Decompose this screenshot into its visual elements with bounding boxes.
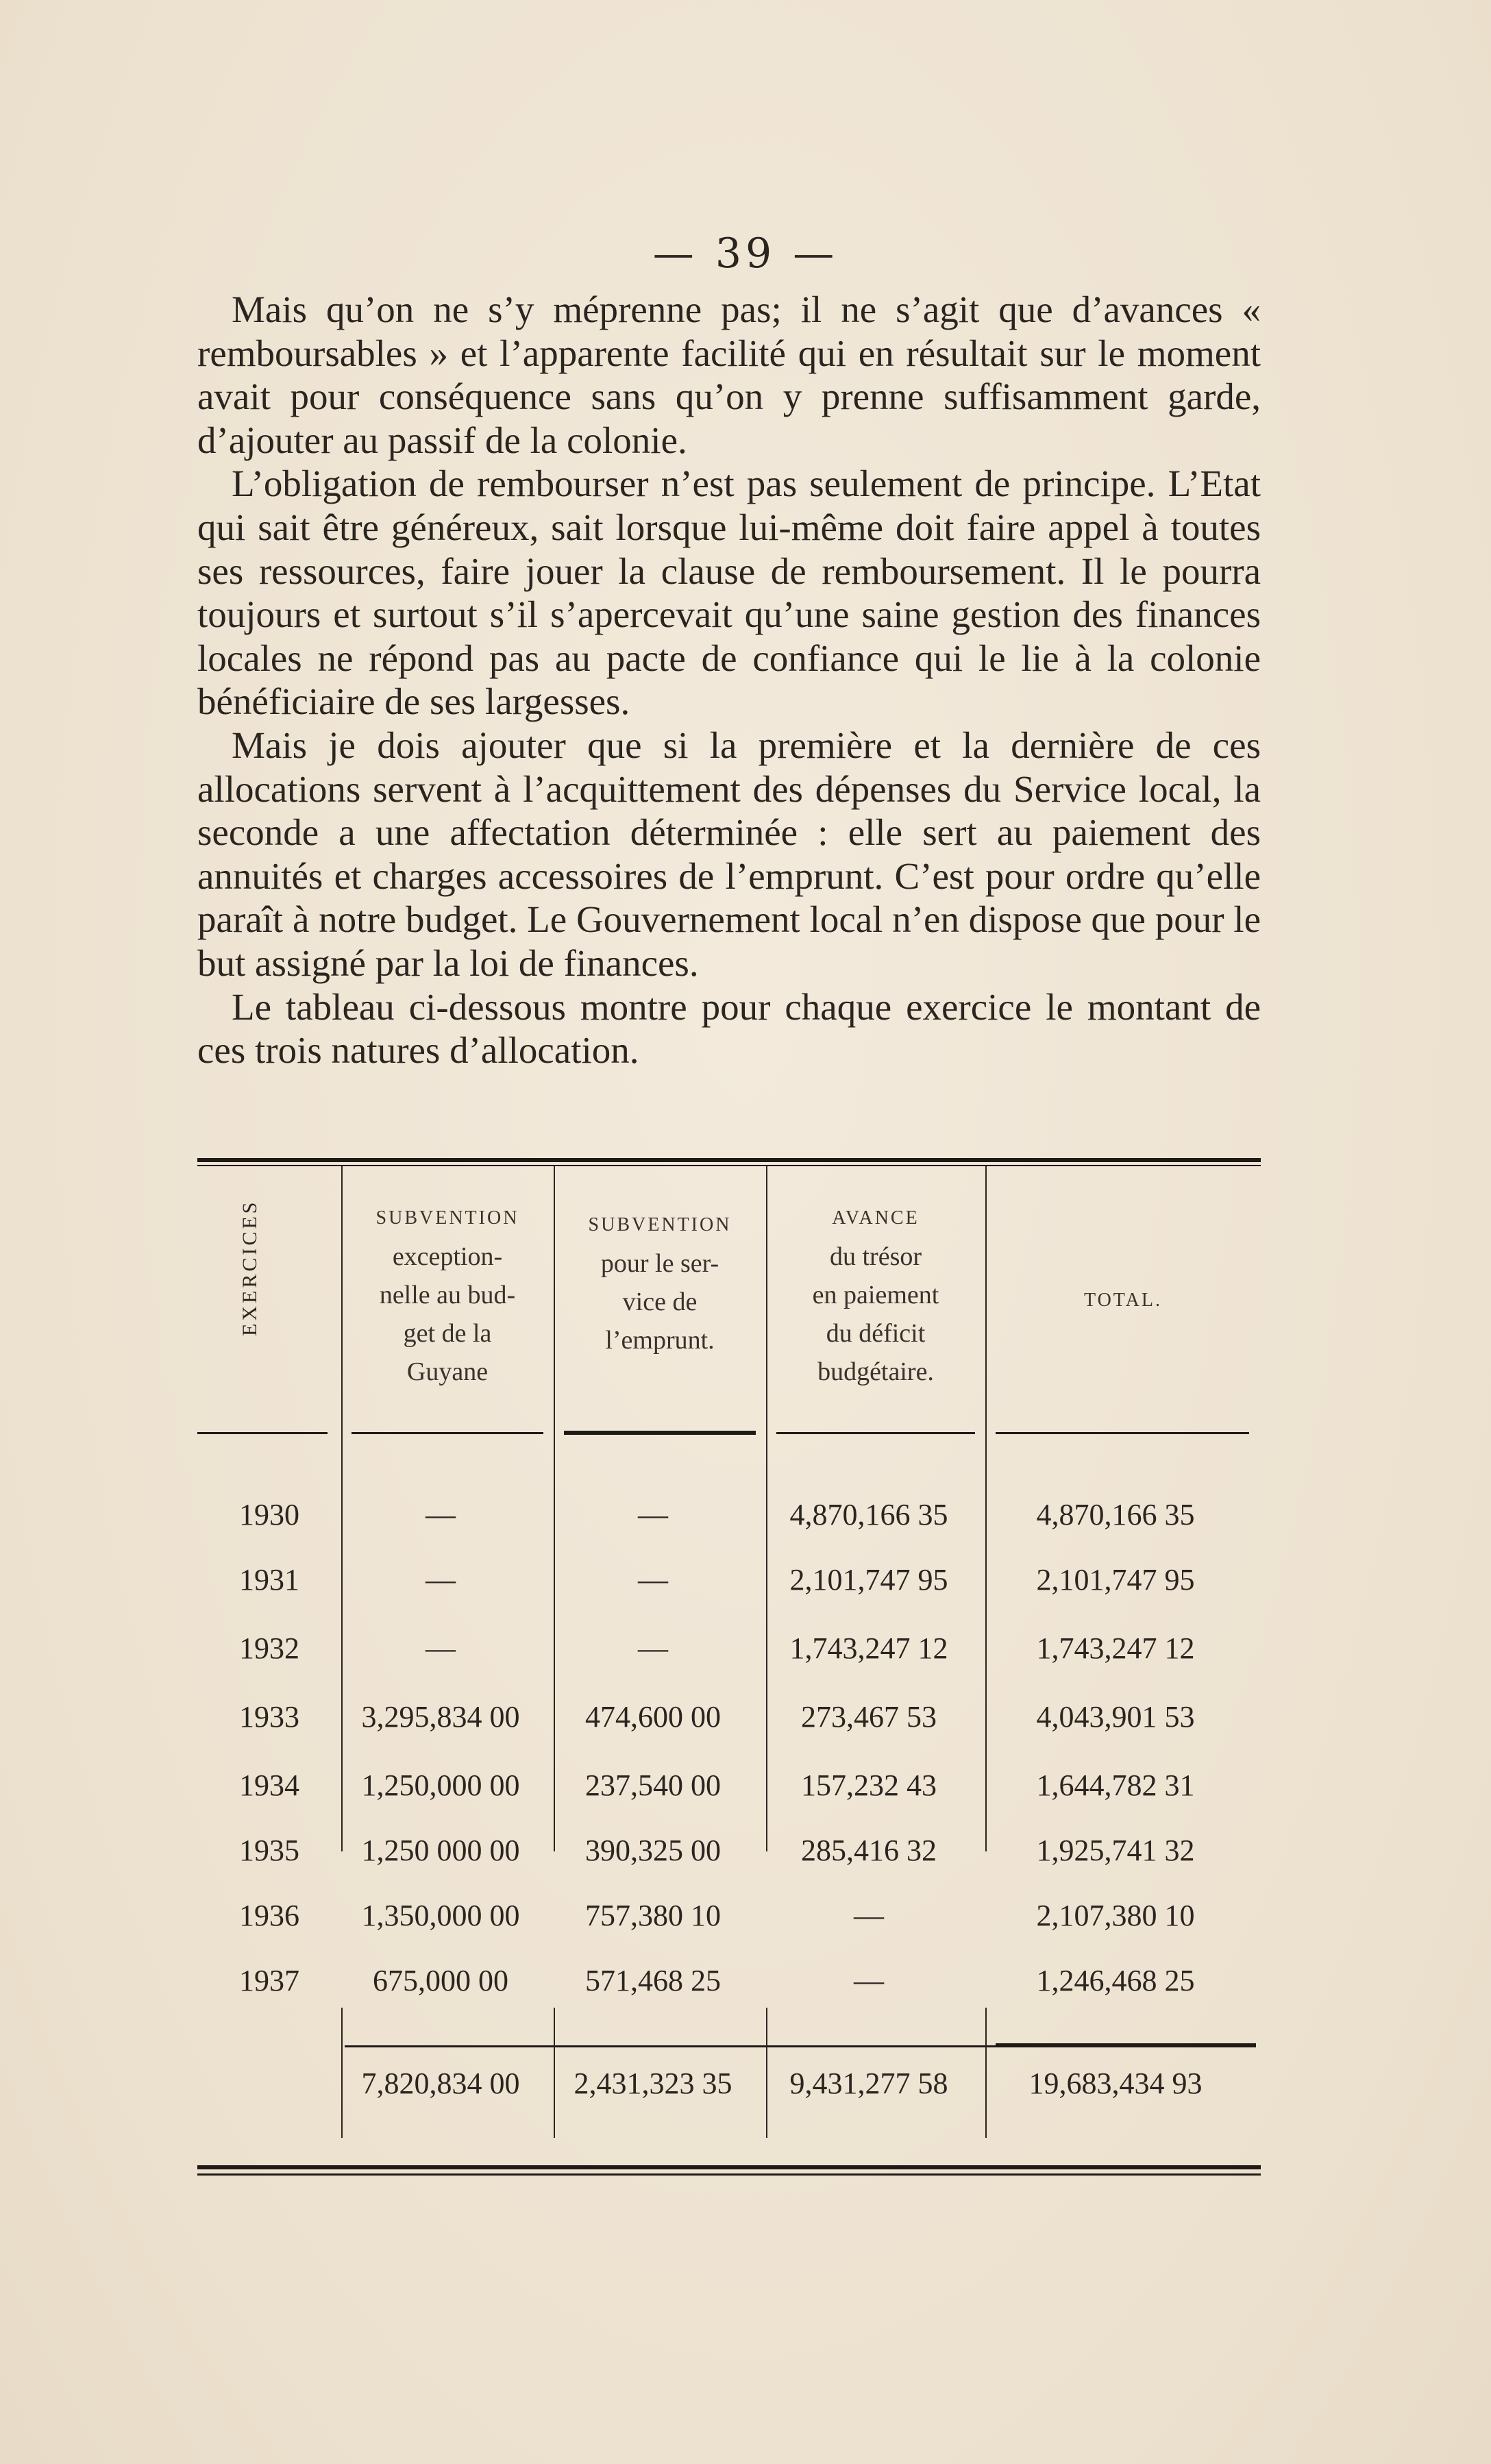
cell-subvention-exceptionnelle: —	[426, 1631, 456, 1665]
cell-subvention-emprunt: —	[638, 1563, 668, 1597]
cell-subvention-exceptionnelle: —	[426, 1563, 456, 1597]
cell-total: 1,246,468 25	[1036, 1964, 1195, 1997]
header-line: get de la	[403, 1319, 492, 1348]
page-number: — 39 —	[652, 230, 839, 278]
cell-year: 1933	[239, 1700, 299, 1734]
cell-total: 2,101,747 95	[1036, 1563, 1195, 1597]
cell-avance: 285,416 32	[801, 1834, 937, 1867]
cell-subvention-exceptionnelle: —	[426, 1498, 456, 1531]
cell-subvention-emprunt: 390,325 00	[585, 1834, 721, 1867]
cell-avance: 157,232 43	[801, 1769, 937, 1802]
header-avance	[766, 1199, 985, 1391]
header-line: vice de	[622, 1288, 698, 1316]
total-subvention-emprunt: 2,431,323 35	[574, 2067, 732, 2100]
paragraph: Le tableau ci-dessous montre pour chaque exercice le montant de ces trois natures d’allocation.	[197, 985, 1261, 1072]
total-subvention-exceptionnelle: 7,820,834 00	[361, 2067, 520, 2100]
header-line: en paiement	[812, 1281, 939, 1309]
paragraph: Mais qu’on ne s’y méprenne pas; il ne s’agit que d’avances « remboursables » et l’apparente facilité qui en résultait sur le moment avait pour conséquence sans qu’on y prenne suffisamment garde, d’ajouter au passif de la colonie.	[197, 288, 1261, 461]
paragraph: Mais je dois ajouter que si la première et la dernière de ces allocations servent à l’acquittement des dépenses du Service local, la seconde a une affectation déterminée : elle sert au paiement des annuités et charges accessoires de l’emprunt. C’est pour ordre qu’elle paraît à notre budget. Le Gouvernement local n’en dispose que pour le but assigné par la loi de finances.	[197, 724, 1261, 984]
cell-subvention-emprunt: 474,600 00	[585, 1700, 721, 1734]
cell-total: 1,644,782 31	[1036, 1769, 1195, 1802]
body-text	[197, 288, 1261, 1072]
cell-subvention-emprunt: 237,540 00	[585, 1769, 721, 1802]
cell-avance: 1,743,247 12	[789, 1631, 948, 1665]
header-line: nelle au bud-	[379, 1281, 516, 1309]
header-line: pour le ser-	[600, 1249, 719, 1278]
cell-avance: 273,467 53	[801, 1700, 937, 1734]
header-line: Guyane	[406, 1357, 489, 1386]
cell-year: 1937	[239, 1964, 299, 1997]
cell-subvention-exceptionnelle: 3,295,834 00	[361, 1700, 520, 1734]
cell-subvention-exceptionnelle: 1,250,000 00	[361, 1769, 520, 1802]
allocation-table	[197, 1158, 1261, 2008]
cell-avance: —	[854, 1899, 884, 1932]
cell-year: 1932	[239, 1631, 299, 1665]
cell-subvention-exceptionnelle: 1,250 000 00	[361, 1834, 520, 1867]
cell-subvention-emprunt: —	[638, 1631, 668, 1665]
cell-year: 1936	[239, 1899, 299, 1932]
cell-subvention-emprunt: —	[638, 1498, 668, 1531]
table-bottom-rule	[197, 2165, 1261, 2169]
grand-total: 19,683,434 93	[1028, 2067, 1203, 2100]
header-rule	[996, 1432, 1249, 1434]
header-rule	[197, 1432, 328, 1434]
cell-total: 1,743,247 12	[1036, 1631, 1195, 1665]
header-line: du trésor	[829, 1242, 922, 1271]
cell-total: 2,107,380 10	[1036, 1899, 1195, 1932]
cell-avance: 4,870,166 35	[789, 1498, 948, 1531]
header-exercices: EXERCICES	[238, 1199, 261, 1336]
table-top-rule-thin	[197, 1165, 1261, 1166]
cell-subvention-emprunt: 571,468 25	[585, 1964, 721, 1997]
header-total	[985, 1281, 1261, 1320]
header-line: du déficit	[826, 1319, 926, 1348]
header-title: AVANCE	[832, 1207, 920, 1229]
cell-year: 1930	[239, 1498, 299, 1531]
header-subvention-emprunt	[554, 1206, 766, 1359]
cell-total: 1,925,741 32	[1036, 1834, 1195, 1867]
cell-total: 4,870,166 35	[1036, 1498, 1195, 1531]
table-top-rule	[197, 1158, 1261, 1162]
header-line: l’emprunt.	[605, 1326, 715, 1355]
header-title: SUBVENTION	[375, 1207, 519, 1229]
table-bottom-rule-thin	[197, 2173, 1261, 2176]
total-avance: 9,431,277 58	[789, 2067, 948, 2100]
cell-year: 1934	[239, 1769, 299, 1802]
header-line: exception-	[392, 1242, 503, 1271]
header-rule	[776, 1432, 975, 1434]
cell-total: 4,043,901 53	[1036, 1700, 1195, 1734]
cell-subvention-exceptionnelle: 1,350,000 00	[361, 1899, 520, 1932]
header-rule	[564, 1431, 756, 1435]
cell-subvention-exceptionnelle: 675,000 00	[373, 1964, 508, 1997]
cell-year: 1931	[239, 1563, 299, 1597]
header-subvention-exceptionnelle	[341, 1199, 554, 1391]
paragraph: L’obligation de rembourser n’est pas seulement de principe. L’Etat qui sait être généreux, sait lorsque lui-même doit faire appel à toutes ses ressources, faire jouer la clause de remboursement. Il le pourra toujours et surtout s’il s’apercevait qu’une saine gestion des finances locales ne répond pas au pacte de confiance qui le lie à la colonie bénéficiaire de ses largesses.	[197, 463, 1261, 723]
totals-rule-bold	[996, 2043, 1256, 2047]
header-title: SUBVENTION	[588, 1214, 732, 1235]
totals-section	[197, 2008, 1261, 2213]
header-title: TOTAL.	[1083, 1290, 1162, 1311]
cell-avance: 2,101,747 95	[789, 1563, 948, 1597]
cell-subvention-emprunt: 757,380 10	[585, 1899, 721, 1932]
header-line: budgétaire.	[817, 1357, 934, 1386]
cell-avance: —	[854, 1964, 884, 1997]
cell-year: 1935	[239, 1834, 299, 1867]
header-rule	[352, 1432, 543, 1434]
